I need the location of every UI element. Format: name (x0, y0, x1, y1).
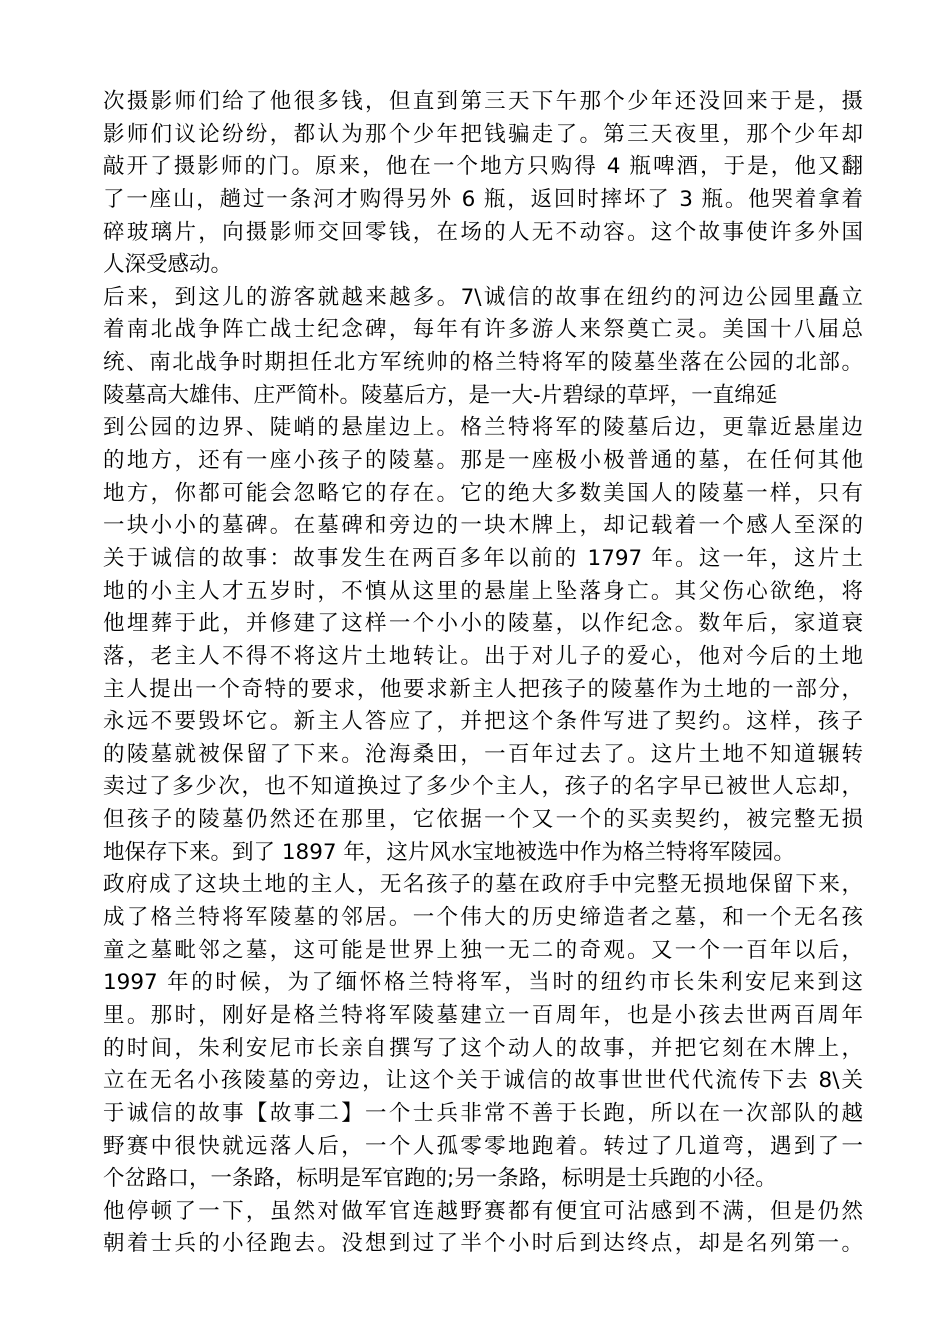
text-line: 永远不要毁坏它。新主人答应了，并把这个条件写进了契约。这样，孩子 (103, 709, 863, 735)
text-line: 个岔路口，一条路，标明是军官跑的;另一条路，标明是士兵跑的小径。 (103, 1166, 777, 1192)
text-line: 的地方，还有一座小孩子的陵墓。那是一座极小极普通的墓，在任何其他 (103, 448, 863, 474)
text-line: 童之墓毗邻之墓，这可能是世界上独一无二的奇观。又一个一百年以后， (103, 937, 863, 963)
text-line: 立在无名小孩陵墓的旁边，让这个关于诚信的故事世世代代流传下去 8\关 (103, 1068, 863, 1094)
text-line: 但孩子的陵墓仍然还在那里，它依据一个又一个的买卖契约，被完整无损 (103, 807, 863, 833)
text-line: 地的小主人才五岁时，不慎从这里的悬崖上坠落身亡。其父伤心欲绝，将 (103, 578, 863, 604)
text-line: 地保存下来。到了 1897 年，这片风水宝地被选中作为格兰特将军陵园。 (103, 839, 795, 865)
text-line: 敲开了摄影师的门。原来，他在一个地方只购得 4 瓶啤酒，于是，他又翻 (103, 154, 863, 180)
text-line: 政府成了这块土地的主人，无名孩子的墓在政府手中完整无损地保留下来， (103, 872, 863, 898)
text-line: 后来，到这儿的游客就越来越多。7\诚信的故事在纽约的河边公园里矗立 (103, 284, 863, 310)
text-line: 成了格兰特将军陵墓的邻居。一个伟大的历史缔造者之墓，和一个无名孩 (103, 905, 863, 931)
text-line: 影师们议论纷纷，都认为那个少年把钱骗走了。第三天夜里，那个少年却 (103, 121, 863, 147)
text-line: 主人提出一个奇特的要求，他要求新主人把孩子的陵墓作为土地的一部分， (103, 676, 863, 702)
text-line: 人深受感动。 (103, 252, 233, 278)
text-line: 陵墓高大雄伟、庄严简朴。陵墓后方，是一大-片碧绿的草坪，一直绵延 (103, 382, 778, 408)
text-line: 卖过了多少次，也不知道换过了多少个主人，孩子的名字早已被世人忘却， (103, 774, 863, 800)
text-line: 的陵墓就被保留了下来。沧海桑田，一百年过去了。这片土地不知道辗转 (103, 741, 863, 767)
text-line: 次摄影师们给了他很多钱，但直到第三天下午那个少年还没回来于是，摄 (103, 89, 863, 114)
text-line: 野赛中很快就远落人后，一个人孤零零地跑着。转过了几道弯，遇到了一 (103, 1133, 863, 1159)
text-line: 到公园的边界、陡峭的悬崖边上。格兰特将军的陵墓后边，更靠近悬崖边 (103, 415, 863, 441)
text-line: 了一座山，趟过一条河才购得另外 6 瓶，返回时摔坏了 3 瓶。他哭着拿着 (103, 186, 863, 212)
text-line: 一块小小的墓碑。在墓碑和旁边的一块木牌上，却记载着一个感人至深的 (103, 513, 863, 539)
text-line: 朝着士兵的小径跑去。没想到过了半个小时后到达终点，却是名列第一。 (103, 1231, 863, 1257)
text-line: 地方，你都可能会忽略它的存在。它的绝大多数美国人的陵墓一样，只有 (103, 480, 863, 506)
text-line: 他停顿了一下，虽然对做军官连越野赛都有便宜可沾感到不满，但是仍然 (103, 1198, 863, 1224)
text-line: 落，老主人不得不将这片土地转让。出于对儿子的爱心，他对今后的土地 (103, 643, 863, 669)
text-line: 着南北战争阵亡战士纪念碑，每年有许多游人来祭奠亡灵。美国十八届总 (103, 317, 863, 343)
text-line: 的时间，朱利安尼市长亲自撰写了这个动人的故事，并把它刻在木牌上， (103, 1035, 863, 1061)
text-line: 关于诚信的故事：故事发生在两百多年以前的 1797 年。这一年，这片土 (103, 545, 863, 571)
text-line: 1997 年的时候，为了缅怀格兰特将军，当时的纽约市长朱利安尼来到这 (103, 970, 863, 996)
text-line: 里。那时，刚好是格兰特将军陵墓建立一百周年，也是小孩去世两百周年 (103, 1002, 863, 1028)
text-line: 统、南北战争时期担任北方军统帅的格兰特将军的陵墓坐落在公园的北部。 (103, 350, 863, 376)
text-line: 碎玻璃片，向摄影师交回零钱，在场的人无不动容。这个故事使许多外国 (103, 219, 863, 245)
text-line: 于诚信的故事【故事二】一个士兵非常不善于长跑，所以在一次部队的越 (103, 1100, 863, 1126)
document-page (103, 86, 863, 1261)
text-line: 他埋葬于此，并修建了这样一个小小的陵墓，以作纪念。数年后，家道衰 (103, 611, 863, 637)
